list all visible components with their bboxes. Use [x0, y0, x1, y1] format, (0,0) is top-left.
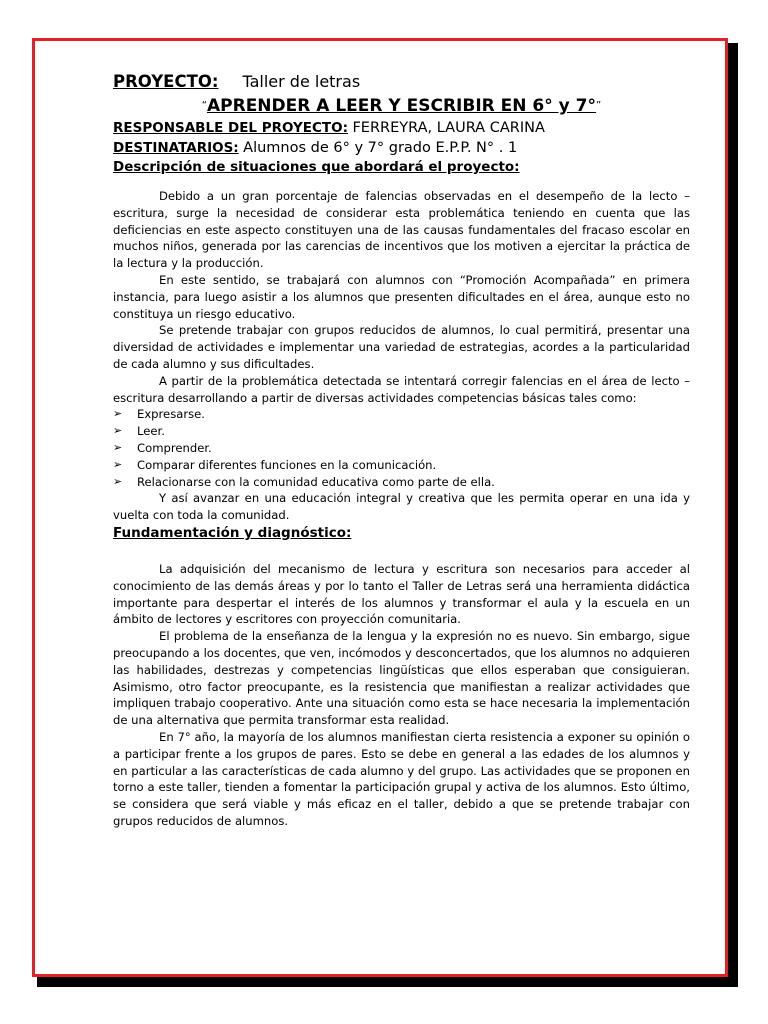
competencias-list — [113, 406, 690, 490]
responsable-label: RESPONSABLE DEL PROYECTO: — [113, 120, 348, 136]
arrowhead-bullet-icon: ➢ — [113, 424, 123, 438]
list-item: ➢ Comparar diferentes funciones en la comunicación. — [113, 457, 437, 472]
arrowhead-bullet-icon: ➢ — [113, 440, 123, 454]
list-item: ➢ Leer. — [113, 424, 165, 439]
arrowhead-bullet-icon: ➢ — [113, 474, 123, 488]
project-headline — [113, 94, 690, 118]
document-content — [113, 70, 690, 830]
project-name: Taller de letras — [242, 72, 361, 91]
descripcion-paragraph: A partir de la problemática detectada se intentará corregir falencias en el área de lecto – escritura desarrollando a partir de diversas actividades competencias básicas tales como: — [113, 373, 690, 405]
descripcion-paragraph: En este sentido, se trabajará con alumnos con “Promoción Acompañada” en primera instancia, para luego asistir a los alumnos que presenten dificultades en el área, aunque esto no constituya un riesgo educativo. — [113, 272, 690, 321]
descripcion-heading: Descripción de situaciones que abordará el proyecto: — [113, 159, 520, 175]
fundamentacion-paragraph: El problema de la enseñanza de la lengua y la expresión no es nuevo. Sin embargo, sigue preocupando a los docentes, que ven, incómodos y desconcertados, que los alumnos no adquieren las habilidades, destrezas y competencias lingüísticas que ellos esperaban que consiguieran. Asimismo, otro factor preocupante, es la resistencia que manifiestan a realizar actividades que impliquen trabajo cooperativo. Ante una situación como esta se hace necesaria la implementación de una alternativa que permita transformar esta realidad. — [113, 629, 690, 728]
page-border — [32, 38, 728, 977]
project-label: PROYECTO: — [113, 72, 219, 91]
fundamentacion-paragraph: En 7° año, la mayoría de los alumnos manifiestan cierta resistencia a exponer su opinión o a participar frente a los grupos de pares. Esto se debe en general a las edades de los alumnos y en particular a las características de cada alumno y del grupo. Las actividades que se proponen en torno a este taller, tienden a fomentar la participación grupal y activa de los alumnos. Esto último, se considera que será viable y más eficaz en el taller, debido a que se pretende trabajar con grupos reducidos de alumnos. — [113, 729, 690, 828]
list-item: ➢ Comprender. — [113, 440, 212, 455]
headline-close-quote: ” — [596, 100, 602, 111]
destinatarios-value: Alumnos de 6° y 7° grado E.P.P. N° . 1 — [243, 140, 518, 156]
list-item: ➢ Relacionarse con la comunidad educativa como parte de ella. — [113, 474, 495, 489]
descripcion-body — [113, 188, 690, 524]
arrowhead-bullet-icon: ➢ — [113, 457, 123, 471]
destinatarios-label: DESTINATARIOS: — [113, 140, 239, 156]
fundamentacion-body — [113, 561, 690, 830]
headline-open-quote: “ — [201, 100, 207, 111]
headline-text: APRENDER A LEER Y ESCRIBIR EN 6° y 7° — [206, 96, 597, 116]
fundamentacion-heading: Fundamentación y diagnóstico: — [113, 524, 352, 541]
descripcion-paragraph: Se pretende trabajar con grupos reducidos de alumnos, lo cual permitirá, presentar una diversidad de actividades e implementar una variedad de estrategias, acordes a la particularidad de cada alumno y sus dificultades. — [113, 323, 690, 371]
project-title-line — [113, 70, 690, 94]
descripcion-paragraph: Debido a un gran porcentaje de falencias observadas en el desempeño de la lecto – escritura, surge la necesidad de considerar esta problemática teniendo en cuenta que las deficiencias en este aspecto constituyen una de las causas fundamentales del fracaso escolar en muchos niños, generada por las carencias de incentivos que los motiven a ejercitar la práctica de la lectura y la producción. — [113, 189, 690, 271]
responsable-value: FERREYRA, LAURA CARINA — [352, 120, 545, 136]
destinatarios-line — [113, 138, 690, 158]
fundamentacion-paragraph: La adquisición del mecanismo de lectura y escritura son necesarios para acceder al conocimiento de las demás áreas y por lo tanto el Taller de Letras será una herramienta didáctica importante para despertar el interés de los alumnos y transformar el aula y la escuela en un ámbito de lectores y escritores con proyección comunitaria. — [113, 561, 690, 627]
arrowhead-bullet-icon: ➢ — [113, 407, 123, 421]
responsable-line — [113, 118, 690, 138]
list-item: ➢ Expresarse. — [113, 407, 205, 422]
descripcion-closing: Y así avanzar en una educación integral y creativa que les permita operar en una ida y vuelta con toda la comunidad. — [113, 491, 690, 523]
